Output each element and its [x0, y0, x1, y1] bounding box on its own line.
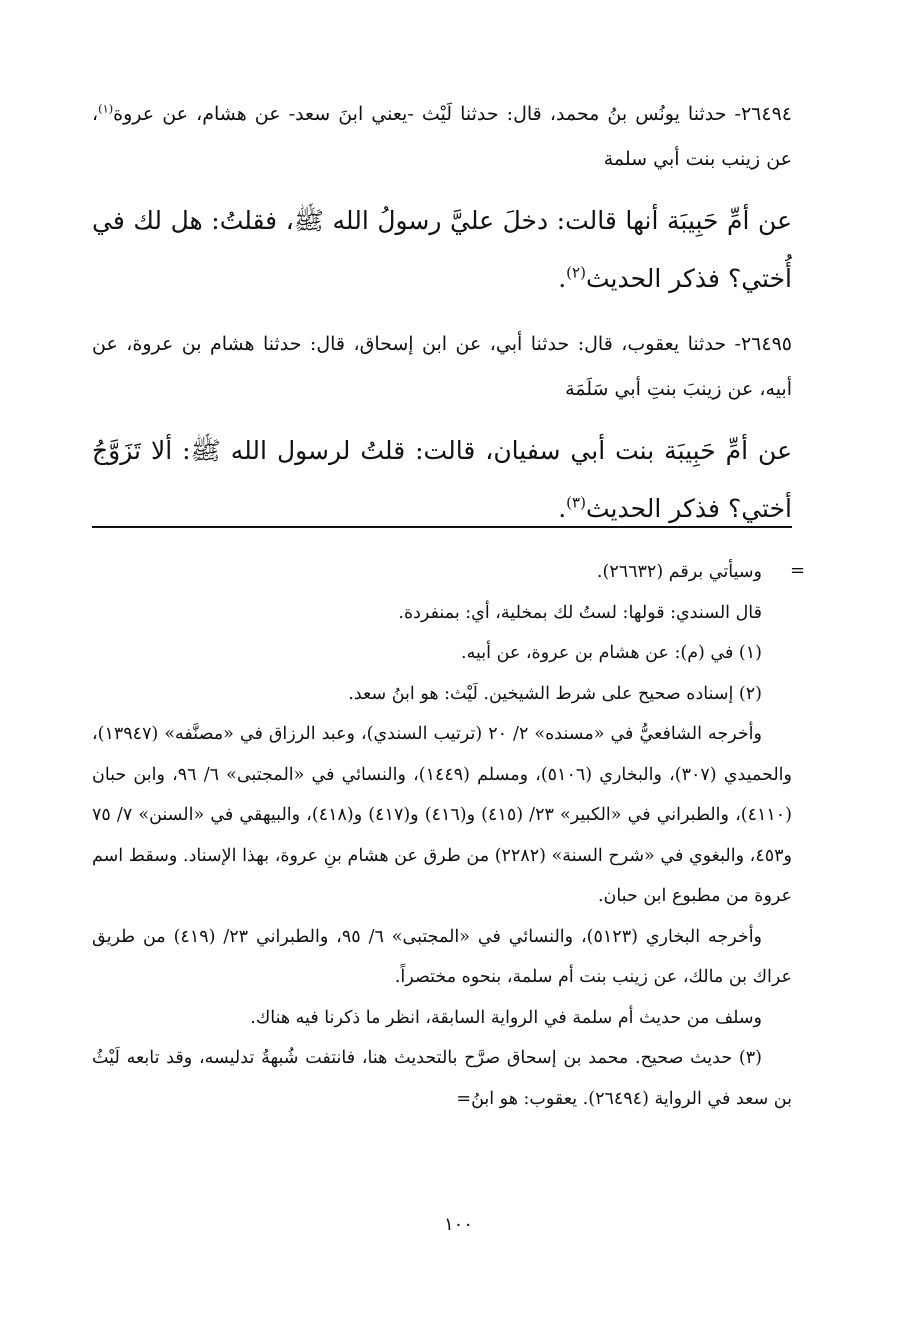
footnote-ref-1: (١) — [98, 101, 114, 116]
isnad-text: ٢٦٤٩٥- حدثنا يعقوب، قال: حدثنا أبي، عن ابن إسحاق، قال: حدثنا هشام بن عروة، عن أبيه، عن زينبَ بنتِ أبي سَلَمَة — [92, 333, 792, 400]
footnote-3: (٣) حديث صحيح. محمد بن إسحاق صرَّح بالتحديث هنا، فانتفت شُبهةُ تدليسه، وقد تابعه لَيْثُ بن سعد في الرواية (٢٦٤٩٤). يعقوب: هو ابنُ= — [92, 1048, 792, 1109]
hadith-26495-matn — [92, 422, 792, 538]
main-text — [92, 92, 792, 552]
matn-text: عن أمِّ حَبِيبَة بنت أبي سفيان، قالت: قلتُ لرسول الله ﷺ: ألا تَزَوَّجُ أختي؟ فذكر الحديث — [92, 436, 792, 523]
footnote-sindi: قال السندي: قولها: لستُ لك بمخلية، أي: بمنفردة. — [398, 602, 762, 623]
footnote-ref-3: (٣) — [566, 493, 586, 512]
matn-end: . — [558, 494, 567, 523]
matn-text: عن أمِّ حَبِيبَة أنها قالت: دخلَ عليَّ رسولُ الله ﷺ، فقلتُ: هل لك في أُختي؟ فذكر الحديث — [92, 206, 792, 293]
footnote-continuation: وسيأتي برقم (٢٦٦٣٢). — [596, 562, 762, 582]
isnad-text-cont: ، عن زينب بنت أبي سلمة — [92, 103, 792, 170]
page-number: ١٠٠ — [443, 1214, 473, 1235]
matn-end: . — [558, 264, 567, 293]
continuation-mark: = — [790, 560, 806, 581]
hadith-26494-isnad — [92, 92, 792, 182]
isnad-text: ٢٦٤٩٤- حدثنا يونُس بنُ محمد، قال: حدثنا لَيْث -يعني ابنَ سعد- عن هشام، عن عروة — [113, 103, 792, 125]
footnote-ref-2: (٢) — [566, 263, 586, 282]
footnotes — [92, 552, 792, 1119]
footnote-2-takhrij: وأخرجه الشافعيُّ في «مسنده» ٢/ ٢٠ (ترتيب السندي)، وعبد الرزاق في «مصنَّفه» (١٣٩٤٧)، والحميدي (٣٠٧)، والبخاري (٥١٠٦)، ومسلم (١٤٤٩)، والنسائي في «المجتبى» ٦/ ٩٦، وابن حبان (٤١١٠)، والطبراني في «الكبير» ٢٣/ (٤١٥) و(٤١٦) و(٤١٧) و(٤١٨)، والبيهقي في «السنن» ٧/ ٧٥ و٤٥٣، والبغوي في «شرح السنة» (٢٢٨٢) من طرق عن هشام بنِ عروة، بهذا الإسناد. وسقط اسم عروة من مطبوع ابن حبان. — [92, 724, 792, 906]
footnote-2-cross-ref: وسلف من حديث أم سلمة في الرواية السابقة، انظر ما ذكرنا فيه هناك. — [250, 1007, 762, 1028]
footnote-1: (١) في (م): عن هشام بن عروة، عن أبيه. — [461, 643, 762, 663]
hadith-26495-isnad — [92, 322, 792, 412]
hadith-26494-matn — [92, 192, 792, 308]
footnote-separator — [92, 526, 792, 528]
footnote-2: (٢) إسناده صحيح على شرط الشيخين. لَيْث: هو ابنُ سعد. — [348, 683, 762, 704]
footnote-2-takhrij-2: وأخرجه البخاري (٥١٢٣)، والنسائي في «المجتبى» ٦/ ٩٥، والطبراني ٢٣/ (٤١٩) من طريق عراك بن مالك، عن زينب بنت أم سلمة، بنحوه مختصراً. — [92, 926, 792, 987]
